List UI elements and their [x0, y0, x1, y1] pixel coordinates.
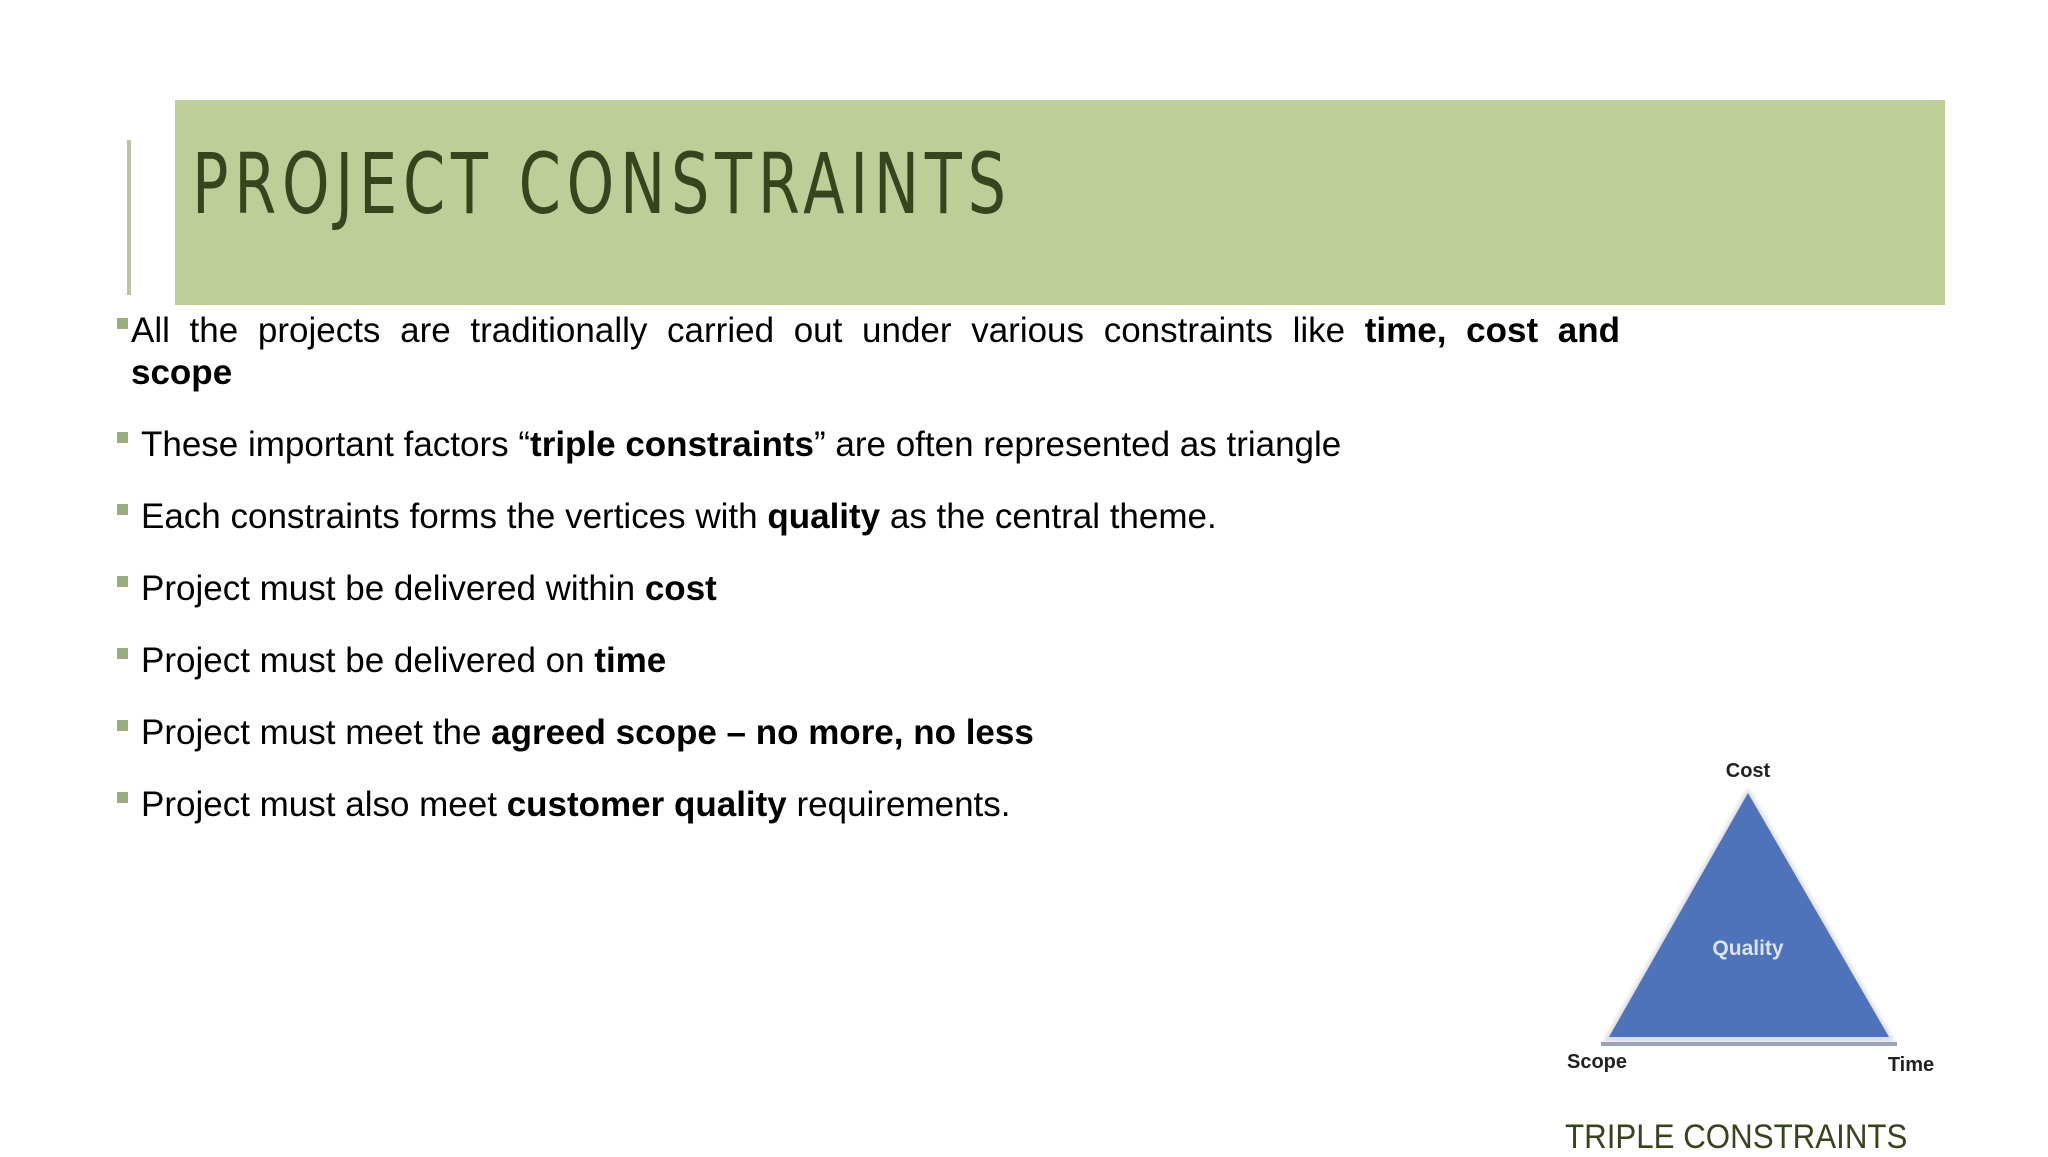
bullet-item-triple-constraints: These important factors “triple constraints” are often represented as triangle — [117, 424, 1620, 466]
figure-caption: TRIPLE CONSTRAINTS — [1565, 1118, 1908, 1156]
bullet-marker-icon — [117, 792, 128, 803]
center-label-quality: Quality — [1712, 937, 1784, 960]
bullet-item-quality: Project must also meet customer quality requirements. — [117, 784, 1620, 826]
bullet-marker-icon — [117, 576, 128, 587]
vertex-label-cost: Cost — [1725, 760, 1771, 782]
bullet-item-constraints: All the projects are traditionally carried out under various constraints like time, cost and scope — [117, 310, 1620, 394]
bullet-marker-icon — [117, 432, 128, 443]
title-accent-rule — [127, 140, 131, 295]
bullet-list — [117, 310, 1620, 856]
slide-title: PROJECT CONSTRAINTS — [192, 135, 1012, 233]
bullet-item-cost: Project must be delivered within cost — [117, 568, 1620, 610]
bullet-item-scope: Project must meet the agreed scope – no more, no less — [117, 712, 1620, 754]
bullet-marker-icon — [117, 720, 128, 731]
bullet-marker-icon — [117, 504, 128, 515]
triple-constraints-triangle — [1555, 745, 1955, 1075]
bullet-item-vertices: Each constraints forms the vertices with quality as the central theme. — [117, 496, 1620, 538]
vertex-label-time: Time — [1887, 1054, 1935, 1075]
vertex-label-scope: Scope — [1566, 1051, 1628, 1073]
bullet-item-time: Project must be delivered on time — [117, 640, 1620, 682]
quality-triangle — [1609, 793, 1889, 1037]
bullet-marker-icon — [117, 648, 128, 659]
bullet-marker-icon — [117, 318, 128, 329]
